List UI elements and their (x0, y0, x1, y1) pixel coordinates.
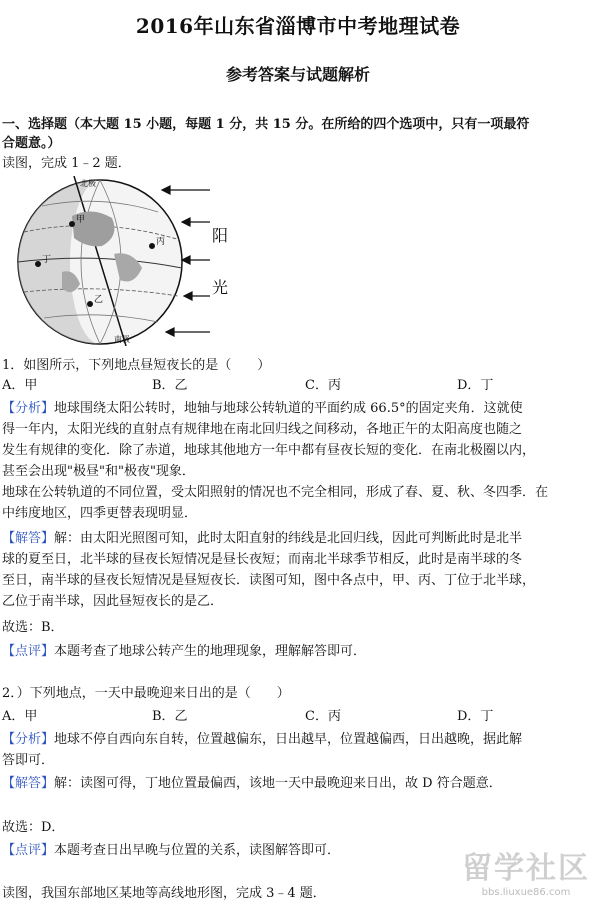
page-subtitle: 参考答案与试题解析 (225, 65, 370, 84)
q1-comment: 【点评】本题考查了地球公转产生的地理现象，理解解答即可． (2, 644, 367, 659)
q1-analysis-line-4: 甚至会出现"极昼"和"极夜"现象． (2, 464, 195, 479)
q1-choice: 故选：B． (2, 620, 64, 635)
q2-option-d: D．丁 (457, 709, 494, 724)
q1-answer-tag: 【解答】 (2, 531, 55, 546)
q2-comment-tag: 【点评】 (2, 843, 55, 858)
watermark (462, 843, 590, 898)
point-bing-marker (149, 243, 155, 249)
north-pole-label: 北极 (80, 179, 96, 188)
watermark-logo: 留学社区 (462, 851, 590, 886)
q2-option-a: A．甲 (2, 709, 38, 724)
q2-stem: 2．）下列地点，一天中最晚迎来日出的是（ ） (2, 686, 290, 701)
point-yi-marker (87, 301, 93, 307)
q1-option-a: A．甲 (2, 378, 38, 393)
q2-option-c: C．丙 (305, 709, 341, 724)
q1-option-d: D．丁 (457, 378, 494, 393)
q2-choice: 故选：D． (2, 820, 65, 835)
point-ding-marker (35, 261, 41, 267)
intro-q1-q2: 读图，完成 1﹣2 题． (2, 156, 131, 171)
q1-stem: 1．如图所示，下列地点昼短夜长的是（ ） (2, 358, 271, 373)
q1-analysis-line-2: 得一年内，太阳光线的直射点有规律地在南北回归线之间移动，各地正午的太阳高度也随之 (2, 422, 523, 437)
q2-answer: 【解答】解：读图可得，丁地位置最偏西，该地一天中最晚迎来日出，故 D 符合题意． (2, 776, 502, 791)
q1-option-c: C．丙 (305, 378, 341, 393)
q1-answer-line-4: 乙位于南半球，因此昼短夜长的是乙． (2, 594, 224, 609)
q2-analysis-line-2: 答即可． (2, 753, 55, 768)
point-label-jia: 甲 (76, 215, 86, 225)
q1-option-b: B．乙 (152, 378, 188, 393)
watermark-url: bbs.liuxue86.com (481, 887, 571, 898)
q1-comment-tag: 【点评】 (2, 644, 55, 659)
q2-answer-tag: 【解答】 (2, 776, 55, 791)
q1-answer-line-2: 球的夏至日，北半球的昼夜长短情况是昼长夜短；而南北半球季节相反，此时是南半球的冬 (2, 552, 523, 567)
q1-analysis-line-6: 中纬度地区，四季更替表现明显． (2, 506, 198, 521)
point-label-yi: 乙 (94, 295, 104, 305)
point-label-ding: 丁 (42, 255, 52, 265)
point-jia-marker (69, 221, 75, 227)
q1-analysis-tag: 【分析】 (2, 401, 55, 416)
page-title: 2016年山东省淄博市中考地理试卷 (135, 14, 461, 38)
south-pole-label: 南极 (114, 335, 130, 344)
intro-q3-q4: 读图，我国东部地区某地等高线地形图，完成 3﹣4 题． (2, 886, 326, 901)
section-heading-cont: 合题意。） (2, 136, 61, 151)
q1-analysis-line-5: 地球在公转轨道的不同位置，受太阳照射的情况也不完全相同，形成了春、夏、秋、冬四季．在 (2, 485, 549, 500)
q2-comment: 【点评】本题考查日出早晚与位置的关系，读图解答即可． (2, 843, 341, 858)
sunlight-label-1: 阳 (212, 226, 229, 245)
q1-answer-line-3: 至日，南半球的昼夜长短情况是昼短夜长．读图可知，图中各点中，甲、丙、丁位于北半球， (2, 573, 536, 588)
q2-analysis-tag: 【分析】 (2, 732, 55, 747)
q2-option-b: B．乙 (152, 709, 188, 724)
sunlight-label-2: 光 (212, 278, 229, 297)
q1-answer-line-1: 【解答】解：由太阳光照图可知，此时太阳直射的纬线是北回归线，因此可判断此时是北半 (2, 531, 523, 546)
section-heading: 一、选择题（本大题 15 小题，每题 1 分，共 15 分。在所给的四个选项中，只有一项最符 (2, 117, 530, 132)
q1-analysis-line-3: 发生有规律的变化．除了赤道，地球其他地方一年中都有昼夜长短的变化．在南北极圈以内， (2, 443, 536, 458)
q2-analysis-line-1: 【分析】地球不停自西向东自转，位置越偏东，日出越早，位置越偏西，日出越晚，据此解 (2, 732, 523, 747)
q1-analysis-line-1: 【分析】地球围绕太阳公转时，地轴与地球公转轨道的平面约成 66.5°的固定夹角．这就使 (2, 401, 523, 416)
globe-illumination-figure (2, 176, 212, 346)
point-label-bing: 丙 (156, 237, 166, 247)
